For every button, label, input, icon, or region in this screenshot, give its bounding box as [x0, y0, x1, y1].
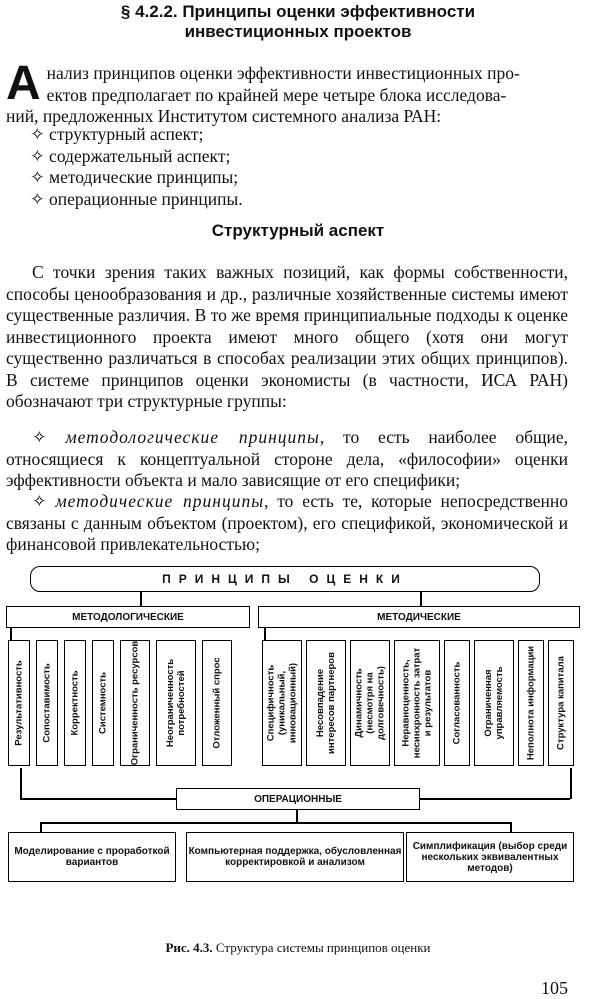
connector	[140, 592, 142, 606]
left-item-label: Корректность	[69, 670, 81, 736]
intro-line-3: ний, предложенных Институтом системного анализа РАН:	[6, 106, 442, 126]
section-title-line-2: инвестиционных проектов	[184, 22, 412, 41]
right-item-box	[548, 640, 574, 766]
bottom-item-box: Симплификация (выбор среди нескольких эквивалентных методов)	[406, 832, 574, 882]
right-item-label: Структура капитала	[555, 656, 567, 750]
right-item-label: Ограниченная управляемость	[483, 666, 505, 740]
connector	[20, 798, 176, 800]
connector	[570, 768, 572, 799]
right-item-label: Несовпадение интересов партнеров	[315, 652, 337, 754]
left-item-label: Сопоставимость	[41, 663, 53, 743]
intro-paragraph	[6, 57, 568, 128]
intro-line-1: нализ принципов оценки эффективности инвестиционных про-	[46, 63, 520, 83]
item-2-text: , то есть те, которые непосредственно связаны с данным объектом (проектом), его спецификой, экономической и финансовой привлекательностью;	[6, 491, 568, 554]
left-group-box: МЕТОДОЛОГИЧЕСКИЕ	[6, 606, 250, 628]
paragraph-item-1: ✧ методологические принципы, то есть наиболее общие, относящиеся к концептуальной стороне дела, «философии» оценки эффективности объекта и мало зависящие от его специфики;	[6, 427, 569, 490]
section-title-line-1: § 4.2.2. Принципы оценки эффективности	[120, 2, 476, 21]
left-item-box	[202, 640, 232, 766]
right-item-box	[394, 640, 440, 766]
connector	[264, 628, 266, 640]
connector	[10, 628, 12, 640]
left-item-label: Результативность	[13, 660, 25, 746]
intro-line-2: ектов предполагает по крайней мере четыре блока исследова-	[46, 84, 507, 105]
item-1-text: , то есть наиболее общие, относящиеся к концептуальной стороне дела, «философии» оценки эффективности объекта и мало зависящие от его специфики;	[6, 427, 569, 490]
left-item-label: Системность	[97, 671, 109, 735]
connector	[420, 592, 422, 606]
right-item-box	[350, 640, 390, 766]
connector	[510, 822, 512, 832]
connector	[40, 822, 510, 824]
right-item-box	[474, 640, 514, 766]
right-item-label: Неполнота информации	[525, 645, 537, 761]
left-item-box	[120, 640, 150, 766]
right-item-label: Динамичность (несмотря на долговечность)	[353, 666, 387, 740]
right-item-box	[518, 640, 544, 766]
bottom-group-box: ОПЕРАЦИОННЫЕ	[176, 788, 420, 810]
bullet-item: ✧ операционные принципы.	[30, 189, 243, 211]
bullet-item: ✧ содержательный аспект;	[30, 146, 243, 168]
paragraph-1: С точки зрения таких важных позиций, как формы собственности, способы ценообразования и др., различные хозяйственные системы имеют существенные различия. В то же время принципиальные подходы к оценке инвестиционного проекта имеют много общего (хотя они могут существенно различаться в способах реализации этих общих принципов). В системе принципов оценки экономисты (в частности, ИСА РАН) обозначают три структурные группы:	[6, 262, 568, 411]
left-item-box	[8, 640, 30, 766]
left-item-label: Неограниченность потребностей	[165, 658, 187, 748]
term-methodical: методические принципы	[55, 491, 265, 511]
connector	[296, 810, 298, 822]
right-item-box	[262, 640, 302, 766]
bottom-item-box: Компьютерная поддержка, обусловленная корректировкой и анализом	[186, 832, 404, 882]
subheading: Структурный аспект	[211, 221, 385, 240]
connector	[40, 822, 42, 832]
bullet-item: ✧ структурный аспект;	[30, 124, 243, 146]
term-methodological: методологические принципы	[65, 427, 320, 447]
right-item-box	[444, 640, 470, 766]
diagram-top-box: ПРИНЦИПЫ ОЦЕНКИ	[30, 566, 540, 592]
section-title	[0, 2, 596, 42]
right-item-label: Специфичность (уникальный, инновационный)	[265, 662, 299, 744]
page-number: 105	[541, 978, 568, 998]
left-item-box	[156, 640, 196, 766]
dropcap: А	[6, 57, 41, 110]
intro-bullet-list	[30, 124, 243, 210]
figure-caption	[0, 940, 596, 956]
right-item-box	[306, 640, 346, 766]
connector	[420, 798, 570, 800]
left-item-box	[64, 640, 86, 766]
left-item-box	[92, 640, 114, 766]
right-item-label: Согласованность	[451, 661, 463, 745]
caption-text: Структура системы принципов оценки	[215, 940, 431, 955]
left-item-box	[36, 640, 58, 766]
left-item-label: Отложенный спрос	[211, 657, 223, 749]
paragraph-item-2: ✧ методические принципы, то есть те, которые непосредственно связаны с данным объектом (проектом), его спецификой, экономической и финансовой привлекательностью;	[6, 491, 568, 554]
right-item-label: Неравноценность, несинхронность затрат и результатов	[400, 647, 434, 759]
connector	[20, 768, 22, 798]
bullet-item: ✧ методические принципы;	[30, 167, 243, 189]
left-item-label: Ограниченность ресурсов	[129, 640, 141, 766]
bottom-item-box: Моделирование с проработкой вариантов	[8, 832, 176, 882]
caption-label: Рис. 4.3.	[165, 940, 213, 955]
right-group-box: МЕТОДИЧЕСКИЕ	[258, 606, 580, 628]
